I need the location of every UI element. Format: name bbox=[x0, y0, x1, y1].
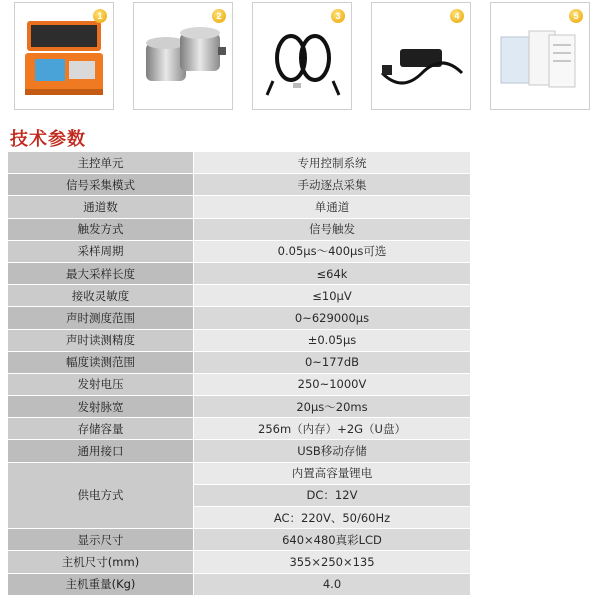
spec-row bbox=[8, 285, 470, 307]
spec-row bbox=[8, 351, 470, 373]
spec-row bbox=[8, 240, 470, 262]
thumbnail-badge: 3 bbox=[331, 9, 345, 23]
spec-key: 主控单元 bbox=[8, 152, 194, 174]
spec-value: ±0.05μs bbox=[194, 329, 471, 351]
spec-value: AC：220V、50/60Hz bbox=[194, 507, 471, 529]
spec-value: 256m（内存）+2G（U盘） bbox=[194, 418, 471, 440]
spec-value: 355×250×135 bbox=[194, 551, 471, 573]
thumbnail-transducers[interactable] bbox=[133, 2, 233, 110]
spec-value: 0~177dB bbox=[194, 351, 471, 373]
spec-row bbox=[8, 529, 470, 551]
spec-value: 20μs～20ms bbox=[194, 396, 471, 418]
spec-key: 通用接口 bbox=[8, 440, 194, 462]
spec-row bbox=[8, 262, 470, 284]
spec-key: 主机尺寸(mm) bbox=[8, 551, 194, 573]
spec-row bbox=[8, 396, 470, 418]
section-heading: 技术参数 bbox=[10, 129, 86, 150]
thumbnail-cables[interactable] bbox=[252, 2, 352, 110]
spec-row bbox=[8, 573, 470, 595]
spec-value: 0.05μs～400μs可选 bbox=[194, 240, 471, 262]
spec-row bbox=[8, 418, 470, 440]
spec-row bbox=[8, 440, 470, 462]
spec-value: 手动逐点采集 bbox=[194, 174, 471, 196]
spec-key: 声时测度范围 bbox=[8, 307, 194, 329]
spec-key: 最大采样长度 bbox=[8, 262, 194, 284]
spec-key: 通道数 bbox=[8, 196, 194, 218]
spec-value: DC：12V bbox=[194, 484, 471, 506]
spec-table bbox=[8, 152, 470, 596]
spec-row bbox=[8, 152, 470, 174]
spec-value: ≤10μV bbox=[194, 285, 471, 307]
spec-value: ≤64k bbox=[194, 262, 471, 284]
spec-key: 触发方式 bbox=[8, 218, 194, 240]
spec-key: 幅度读测范围 bbox=[8, 351, 194, 373]
spec-row bbox=[8, 551, 470, 573]
spec-value: 0~629000μs bbox=[194, 307, 471, 329]
thumbnail-badge: 5 bbox=[569, 9, 583, 23]
spec-key: 显示尺寸 bbox=[8, 529, 194, 551]
spec-key: 采样周期 bbox=[8, 240, 194, 262]
spec-value: 640×480真彩LCD bbox=[194, 529, 471, 551]
spec-row bbox=[8, 196, 470, 218]
spec-value: USB移动存储 bbox=[194, 440, 471, 462]
spec-row bbox=[8, 329, 470, 351]
spec-row bbox=[8, 307, 470, 329]
spec-value: 单通道 bbox=[194, 196, 471, 218]
thumbnail-adapter[interactable] bbox=[371, 2, 471, 110]
thumbnail-badge: 4 bbox=[450, 9, 464, 23]
spec-key: 声时读测精度 bbox=[8, 329, 194, 351]
thumbnail-documents[interactable] bbox=[490, 2, 590, 110]
spec-row bbox=[8, 373, 470, 395]
spec-value: 专用控制系统 bbox=[194, 152, 471, 174]
thumbnail-instrument[interactable] bbox=[14, 2, 114, 110]
spec-key: 信号采集模式 bbox=[8, 174, 194, 196]
thumbnail-badge: 1 bbox=[93, 9, 107, 23]
spec-value: 内置高容量锂电 bbox=[194, 462, 471, 484]
spec-row bbox=[8, 218, 470, 240]
spec-row-power bbox=[8, 462, 470, 484]
spec-key: 接收灵敏度 bbox=[8, 285, 194, 307]
spec-key: 主机重量(Kg) bbox=[8, 573, 194, 595]
spec-value: 4.0 bbox=[194, 573, 471, 595]
spec-value: 250~1000V bbox=[194, 373, 471, 395]
thumbnail-badge: 2 bbox=[212, 9, 226, 23]
spec-key: 存储容量 bbox=[8, 418, 194, 440]
spec-key: 供电方式 bbox=[8, 462, 194, 529]
spec-key: 发射脉宽 bbox=[8, 396, 194, 418]
spec-key: 发射电压 bbox=[8, 373, 194, 395]
spec-value: 信号触发 bbox=[194, 218, 471, 240]
spec-row bbox=[8, 174, 470, 196]
accessory-thumbnails bbox=[14, 2, 600, 114]
